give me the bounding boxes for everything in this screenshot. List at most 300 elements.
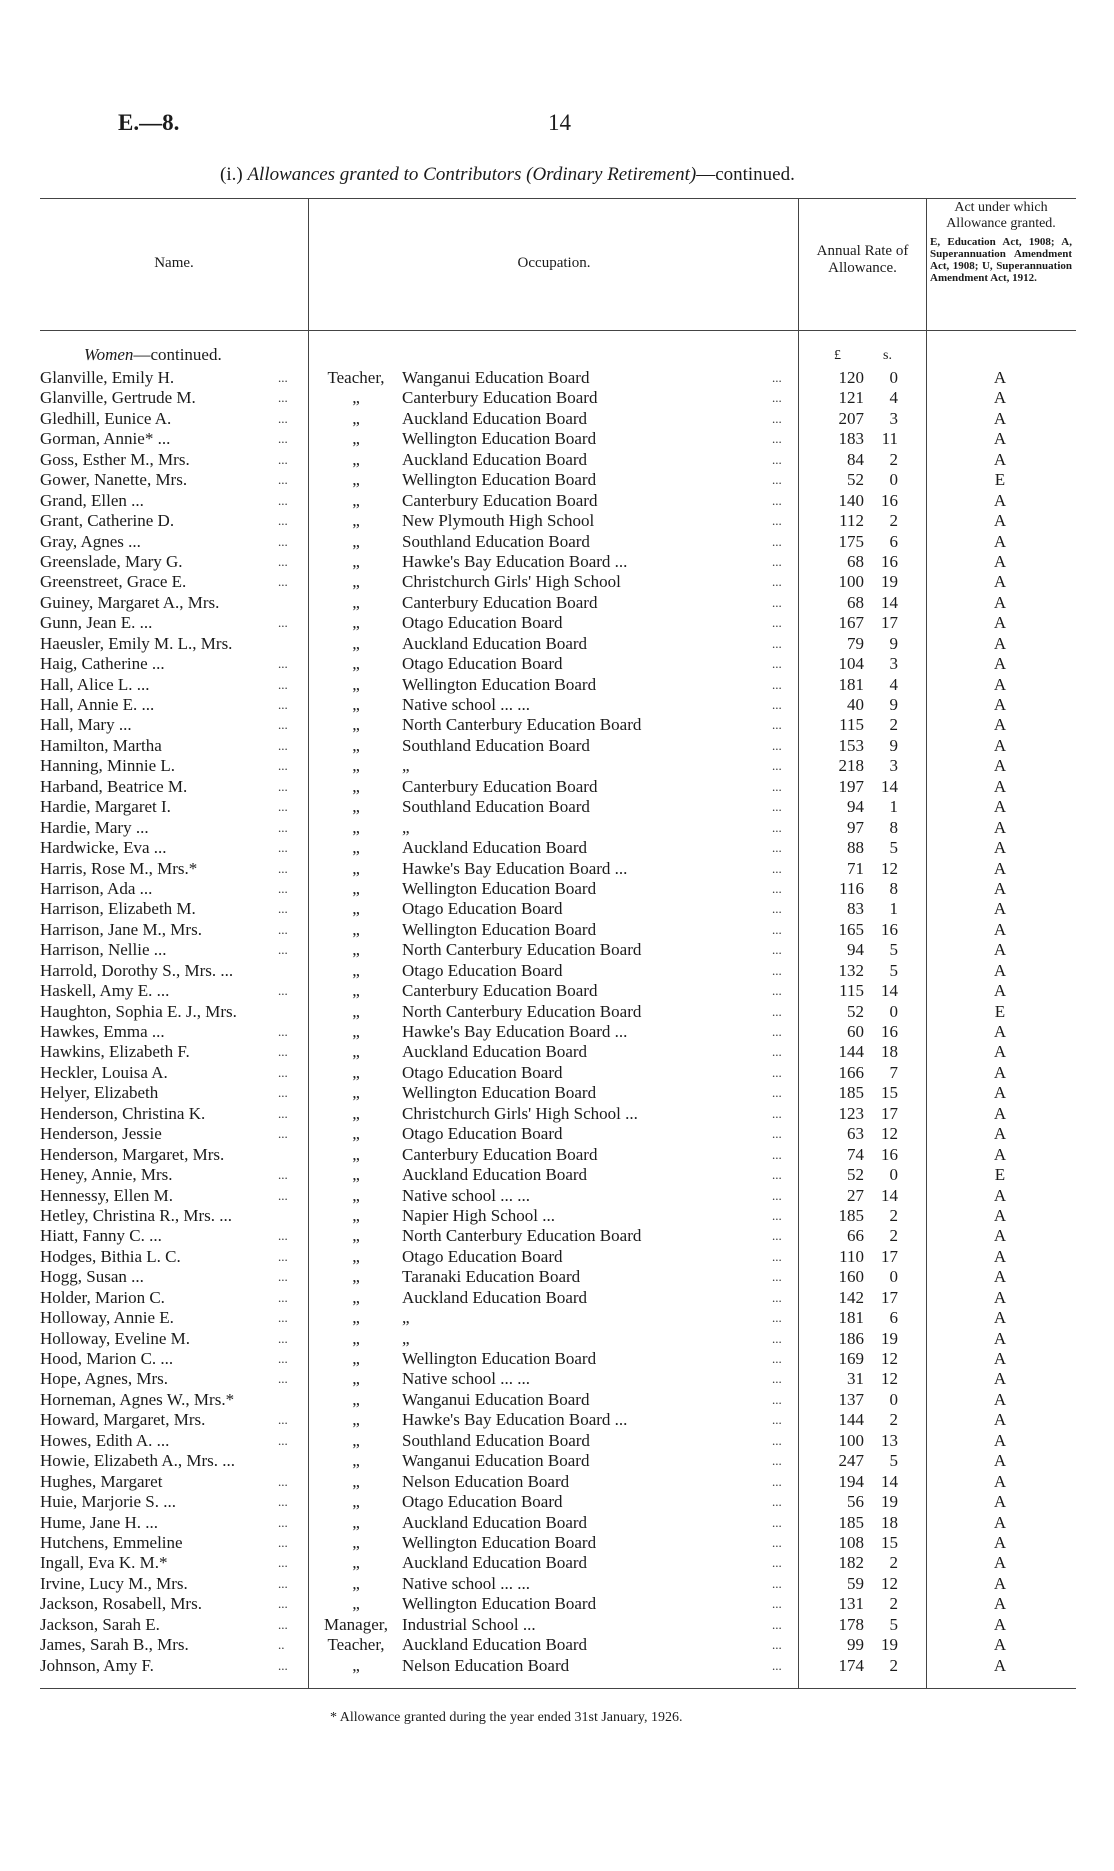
row-leader-dots: ... xyxy=(278,431,288,447)
row-pounds: 123 xyxy=(838,1103,864,1123)
row-leader-dots: ... xyxy=(278,799,288,815)
row-name: Hodges, Bithia L. C. xyxy=(40,1246,181,1266)
row-name: Grant, Catherine D. xyxy=(40,511,175,531)
row-occupation-prefix: „ xyxy=(352,858,360,878)
row-occupation-prefix: „ xyxy=(352,1205,360,1225)
row-occupation-prefix: „ xyxy=(352,674,360,694)
caption-suffix: —continued. xyxy=(696,164,795,185)
row-name: Gorman, Annie* ... xyxy=(40,429,171,449)
row-rate-leader-dots: ... xyxy=(772,1534,782,1550)
row-rate-leader-dots: ... xyxy=(772,1064,782,1080)
row-act-code: A xyxy=(993,1594,1007,1614)
row-rate-leader-dots: ... xyxy=(772,1269,782,1285)
row-occupation: Canterbury Education Board xyxy=(402,388,598,408)
row-leader-dots: .. xyxy=(278,1637,285,1653)
act-header-note: E, Education Act, 1908; A, Superannuation Amendment Act, 1908; U, Superannuation Amendment Act, 1912. xyxy=(930,236,1072,284)
row-occupation: „ xyxy=(402,817,410,837)
row-occupation: Canterbury Education Board xyxy=(402,490,598,510)
row-occupation-prefix: „ xyxy=(352,1553,360,1573)
row-shillings: 1 xyxy=(889,797,898,817)
row-shillings: 11 xyxy=(881,429,898,449)
row-name: Hume, Jane H. ... xyxy=(40,1512,159,1532)
table-bottom-rule xyxy=(40,1688,1076,1689)
row-rate-leader-dots: ... xyxy=(772,370,782,385)
row-pounds: 52 xyxy=(847,1001,864,1021)
row-rate-leader-dots: ... xyxy=(772,1473,782,1489)
row-pounds: 56 xyxy=(847,1492,864,1512)
row-pounds: 97 xyxy=(847,817,864,837)
table-row xyxy=(0,1226,1114,1246)
row-name: Hutchens, Emmeline xyxy=(40,1532,183,1552)
row-shillings: 19 xyxy=(881,1635,898,1655)
row-shillings: 0 xyxy=(889,1165,898,1185)
row-leader-dots: ... xyxy=(278,1269,288,1285)
row-name: Greenstreet, Grace E. xyxy=(40,572,187,592)
row-pounds: 110 xyxy=(839,1246,864,1266)
row-rate-leader-dots: ... xyxy=(772,1657,782,1673)
row-shillings: 12 xyxy=(881,1369,898,1389)
table-row xyxy=(0,818,1114,838)
row-shillings: 16 xyxy=(881,1144,898,1164)
row-act-code: A xyxy=(993,1205,1007,1225)
row-occupation-prefix: „ xyxy=(352,715,360,735)
row-rate-leader-dots: ... xyxy=(772,1167,782,1183)
row-rate-leader-dots: ... xyxy=(772,1248,782,1264)
table-top-rule xyxy=(40,198,1076,199)
row-name: Heckler, Louisa A. xyxy=(40,1062,168,1082)
row-shillings: 0 xyxy=(889,1389,898,1409)
row-occupation-prefix: „ xyxy=(352,756,360,776)
table-row xyxy=(0,797,1114,817)
column-header-name: Name. xyxy=(154,255,194,271)
page-number: 14 xyxy=(548,110,571,135)
row-shillings: 12 xyxy=(881,1573,898,1593)
row-occupation: Hawke's Bay Education Board ... xyxy=(402,551,628,571)
row-occupation: Auckland Education Board xyxy=(402,1553,588,1573)
row-name: Holloway, Annie E. xyxy=(40,1308,174,1328)
row-pounds: 100 xyxy=(838,572,864,592)
row-act-code: A xyxy=(993,1492,1007,1512)
row-rate-leader-dots: ... xyxy=(772,697,782,712)
row-rate-leader-dots: ... xyxy=(772,1391,782,1407)
row-act-code: A xyxy=(993,531,1007,551)
row-rate-leader-dots: ... xyxy=(772,451,782,467)
table-caption xyxy=(220,164,795,186)
row-occupation: „ xyxy=(402,756,410,776)
row-pounds: 144 xyxy=(838,1410,864,1430)
row-shillings: 2 xyxy=(889,511,898,531)
row-occupation-prefix: „ xyxy=(352,654,360,674)
row-shillings: 13 xyxy=(881,1430,898,1450)
row-occupation: Auckland Education Board xyxy=(402,408,588,428)
table-row xyxy=(0,1472,1114,1492)
row-pounds: 185 xyxy=(838,1512,864,1532)
row-occupation-prefix: „ xyxy=(352,838,360,858)
table-row xyxy=(0,1329,1114,1349)
row-occupation: Canterbury Education Board xyxy=(402,1144,598,1164)
row-leader-dots: ... xyxy=(278,778,288,794)
row-rate-leader-dots: ... xyxy=(772,1044,782,1060)
table-row xyxy=(0,715,1114,735)
row-pounds: 115 xyxy=(839,715,864,735)
row-act-code: A xyxy=(993,817,1007,837)
row-pounds: 94 xyxy=(847,940,864,960)
row-name: Hamilton, Martha xyxy=(40,735,162,755)
row-pounds: 31 xyxy=(847,1369,864,1389)
table-row xyxy=(0,634,1114,654)
row-act-code: A xyxy=(993,1042,1007,1062)
table-row xyxy=(0,777,1114,797)
row-rate-leader-dots: ... xyxy=(772,1003,782,1019)
row-occupation: Auckland Education Board xyxy=(402,838,588,858)
row-leader-dots: ... xyxy=(278,1289,288,1305)
row-rate-leader-dots: ... xyxy=(772,533,782,549)
row-shillings: 2 xyxy=(889,1655,898,1675)
row-occupation-prefix: „ xyxy=(352,531,360,551)
row-pounds: 181 xyxy=(838,1308,864,1328)
row-occupation-prefix: „ xyxy=(352,919,360,939)
row-act-code: A xyxy=(993,1389,1007,1409)
table-row xyxy=(0,409,1114,429)
row-pounds: 174 xyxy=(838,1655,864,1675)
row-occupation: Otago Education Board xyxy=(402,613,563,633)
table-row xyxy=(0,1124,1114,1144)
row-occupation-prefix: „ xyxy=(352,1042,360,1062)
table-row xyxy=(0,1390,1114,1410)
row-act-code: A xyxy=(993,1573,1007,1593)
table-row xyxy=(0,450,1114,470)
row-name: Hanning, Minnie L. xyxy=(40,756,176,776)
row-pounds: 183 xyxy=(838,429,864,449)
row-act-code: E xyxy=(994,1001,1006,1021)
row-act-code: A xyxy=(993,1103,1007,1123)
row-pounds: 185 xyxy=(838,1205,864,1225)
row-shillings: 0 xyxy=(889,1001,898,1021)
row-act-code: A xyxy=(993,797,1007,817)
table-row xyxy=(0,1002,1114,1022)
row-occupation: Nelson Education Board xyxy=(402,1655,570,1675)
row-shillings: 6 xyxy=(889,1308,898,1328)
row-shillings: 8 xyxy=(889,817,898,837)
row-leader-dots: ... xyxy=(278,615,288,631)
row-rate-leader-dots: ... xyxy=(772,472,782,488)
table-row xyxy=(0,1063,1114,1083)
row-occupation-prefix: „ xyxy=(352,1185,360,1205)
row-occupation: Hawke's Bay Education Board ... xyxy=(402,858,628,878)
row-act-code: A xyxy=(993,1287,1007,1307)
row-rate-leader-dots: ... xyxy=(772,1207,782,1223)
row-name: Hetley, Christina R., Mrs. ... xyxy=(40,1205,233,1225)
row-leader-dots: ... xyxy=(278,1351,288,1366)
row-name: Hall, Alice L. ... xyxy=(40,674,150,694)
row-shillings: 0 xyxy=(889,470,898,490)
row-pounds: 59 xyxy=(847,1573,864,1593)
row-leader-dots: ... xyxy=(278,860,288,876)
row-act-code: A xyxy=(993,1553,1007,1573)
row-name: Hennessy, Ellen M. xyxy=(40,1185,173,1205)
row-pounds: 99 xyxy=(847,1635,864,1655)
section-label xyxy=(84,345,222,365)
row-pounds: 27 xyxy=(847,1185,864,1205)
row-occupation-prefix: „ xyxy=(352,1532,360,1552)
row-pounds: 79 xyxy=(847,633,864,653)
row-occupation: Hawke's Bay Education Board ... xyxy=(402,1022,628,1041)
row-act-code: A xyxy=(993,981,1007,1001)
row-leader-dots: ... xyxy=(278,901,288,917)
row-shillings: 16 xyxy=(881,490,898,510)
row-pounds: 175 xyxy=(838,531,864,551)
caption-prefix: (i.) xyxy=(220,164,248,185)
row-leader-dots: ... xyxy=(278,472,288,488)
row-occupation-prefix: „ xyxy=(352,592,360,612)
row-shillings: 9 xyxy=(889,695,898,714)
row-shillings: 3 xyxy=(889,756,898,776)
row-occupation-prefix: „ xyxy=(352,1451,360,1471)
table-row xyxy=(0,613,1114,633)
row-pounds: 116 xyxy=(839,878,864,898)
row-rate-leader-dots: ... xyxy=(772,1105,782,1121)
table-row xyxy=(0,1083,1114,1103)
row-occupation-prefix: „ xyxy=(352,1226,360,1246)
row-name: Glanville, Gertrude M. xyxy=(40,388,196,408)
row-shillings: 2 xyxy=(889,1594,898,1614)
row-name: Helyer, Elizabeth xyxy=(40,1083,159,1103)
row-rate-leader-dots: ... xyxy=(772,737,782,753)
row-occupation-prefix: „ xyxy=(352,1165,360,1185)
table-row xyxy=(0,429,1114,449)
row-act-code: A xyxy=(993,1124,1007,1144)
row-shillings: 12 xyxy=(881,1349,898,1368)
row-shillings: 18 xyxy=(881,1042,898,1062)
row-shillings: 14 xyxy=(881,981,898,1001)
row-leader-dots: ... xyxy=(278,1044,288,1060)
caption-title: Allowances granted to Contributors (Ordinary Retirement) xyxy=(247,164,697,185)
row-name: Harrison, Nellie ... xyxy=(40,940,167,960)
row-pounds: 68 xyxy=(847,551,864,571)
row-shillings: 2 xyxy=(889,1410,898,1430)
row-occupation: Wanganui Education Board xyxy=(402,1389,590,1409)
row-act-code: A xyxy=(993,1185,1007,1205)
row-occupation-prefix: „ xyxy=(352,408,360,428)
row-act-code: A xyxy=(993,1083,1007,1103)
row-shillings: 17 xyxy=(881,613,898,633)
row-occupation-prefix: „ xyxy=(352,1124,360,1144)
row-leader-dots: ... xyxy=(278,1167,288,1183)
row-leader-dots: ... xyxy=(278,656,288,672)
row-shillings: 3 xyxy=(889,654,898,674)
row-rate-leader-dots: ... xyxy=(772,1228,782,1244)
row-act-code: A xyxy=(993,613,1007,633)
row-pounds: 137 xyxy=(838,1389,864,1409)
row-name: Haig, Catherine ... xyxy=(40,654,165,674)
row-name: Haskell, Amy E. ... xyxy=(40,981,170,1001)
row-occupation: Wellington Education Board xyxy=(402,674,597,694)
table-row xyxy=(0,1288,1114,1308)
row-occupation-prefix: „ xyxy=(352,1246,360,1266)
row-name: Hughes, Margaret xyxy=(40,1471,163,1491)
table-row xyxy=(0,736,1114,756)
row-pounds: 121 xyxy=(838,388,864,408)
row-pounds: 165 xyxy=(838,919,864,939)
row-occupation-prefix: „ xyxy=(352,960,360,980)
row-leader-dots: ... xyxy=(278,410,288,426)
row-rate-leader-dots: ... xyxy=(772,1412,782,1428)
row-occupation-prefix: „ xyxy=(352,1492,360,1512)
row-occupation: Wellington Education Board xyxy=(402,1083,597,1103)
row-leader-dots: ... xyxy=(278,1596,288,1612)
row-leader-dots: ... xyxy=(278,1330,288,1346)
row-occupation: Wellington Education Board xyxy=(402,429,597,449)
row-rate-leader-dots: ... xyxy=(772,676,782,692)
row-occupation: Auckland Education Board xyxy=(402,449,588,469)
row-occupation: Auckland Education Board xyxy=(402,1287,588,1307)
row-shillings: 2 xyxy=(889,1226,898,1246)
row-act-code: A xyxy=(993,695,1007,714)
table-row xyxy=(0,368,1114,388)
row-act-code: A xyxy=(993,940,1007,960)
row-rate-leader-dots: ... xyxy=(772,758,782,774)
row-pounds: 112 xyxy=(839,511,864,531)
row-shillings: 19 xyxy=(881,572,898,592)
row-occupation: Native school ... ... xyxy=(402,1185,530,1205)
row-occupation-prefix: „ xyxy=(352,797,360,817)
row-shillings: 0 xyxy=(889,368,898,387)
row-shillings: 5 xyxy=(889,838,898,858)
row-rate-leader-dots: ... xyxy=(772,860,782,876)
row-occupation-prefix: „ xyxy=(352,1573,360,1593)
row-occupation-prefix: „ xyxy=(352,1103,360,1123)
row-act-code: A xyxy=(993,756,1007,776)
row-pounds: 94 xyxy=(847,797,864,817)
row-occupation-prefix: „ xyxy=(352,388,360,408)
row-leader-dots: ... xyxy=(278,758,288,774)
row-name: Harrison, Jane M., Mrs. xyxy=(40,919,202,939)
table-row xyxy=(0,1206,1114,1226)
table-row xyxy=(0,756,1114,776)
row-rate-leader-dots: ... xyxy=(772,1514,782,1530)
row-leader-dots: ... xyxy=(278,513,288,529)
row-act-code: A xyxy=(993,776,1007,796)
row-leader-dots: ... xyxy=(278,533,288,549)
row-pounds: 207 xyxy=(838,408,864,428)
row-name: Gower, Nanette, Mrs. xyxy=(40,470,188,490)
row-pounds: 194 xyxy=(838,1471,864,1491)
row-name: Hardie, Margaret I. xyxy=(40,797,171,817)
row-occupation-prefix: „ xyxy=(352,878,360,898)
row-act-code: A xyxy=(993,511,1007,531)
pounds-unit: £ xyxy=(834,348,841,363)
row-name: Ingall, Eva K. M.* xyxy=(40,1553,168,1573)
row-shillings: 2 xyxy=(889,1205,898,1225)
row-occupation: Wellington Education Board xyxy=(402,470,597,490)
row-name: Howie, Elizabeth A., Mrs. ... xyxy=(40,1451,235,1471)
table-row xyxy=(0,1247,1114,1267)
row-rate-leader-dots: ... xyxy=(772,1575,782,1591)
row-occupation-prefix: „ xyxy=(352,899,360,919)
table-row xyxy=(0,859,1114,879)
row-occupation: Taranaki Education Board xyxy=(402,1267,581,1287)
table-row xyxy=(0,961,1114,981)
row-occupation-prefix: „ xyxy=(352,695,360,714)
row-pounds: 74 xyxy=(847,1144,864,1164)
row-rate-leader-dots: ... xyxy=(772,1494,782,1510)
row-leader-dots: ... xyxy=(278,1494,288,1510)
row-occupation: Southland Education Board xyxy=(402,797,590,817)
row-name: Hall, Annie E. ... xyxy=(40,695,155,714)
row-name: Hawkins, Elizabeth F. xyxy=(40,1042,190,1062)
row-act-code: A xyxy=(993,1655,1007,1675)
row-occupation-prefix: „ xyxy=(352,1308,360,1328)
row-pounds: 84 xyxy=(847,449,864,469)
row-occupation: Wellington Education Board xyxy=(402,878,597,898)
row-occupation: Otago Education Board xyxy=(402,1124,563,1144)
row-pounds: 178 xyxy=(838,1614,864,1634)
row-rate-leader-dots: ... xyxy=(772,1351,782,1366)
row-pounds: 60 xyxy=(847,1022,864,1041)
row-rate-leader-dots: ... xyxy=(772,410,782,426)
row-act-code: A xyxy=(993,1369,1007,1389)
table-row xyxy=(0,388,1114,408)
row-occupation-prefix: „ xyxy=(352,1001,360,1021)
row-occupation: Wellington Education Board xyxy=(402,919,597,939)
table-row xyxy=(0,1104,1114,1124)
row-occupation: Christchurch Girls' High School xyxy=(402,572,621,592)
row-pounds: 181 xyxy=(838,674,864,694)
row-occupation: Nelson Education Board xyxy=(402,1471,570,1491)
row-shillings: 5 xyxy=(889,1614,898,1634)
row-occupation: Auckland Education Board xyxy=(402,1512,588,1532)
row-leader-dots: ... xyxy=(278,1575,288,1591)
row-occupation-prefix: „ xyxy=(352,572,360,592)
row-occupation-prefix: „ xyxy=(352,633,360,653)
row-rate-leader-dots: ... xyxy=(772,717,782,733)
row-act-code: A xyxy=(993,1144,1007,1164)
row-leader-dots: ... xyxy=(278,1126,288,1142)
row-leader-dots: ... xyxy=(278,697,288,712)
shillings-unit: s. xyxy=(883,348,892,363)
row-occupation: Otago Education Board xyxy=(402,654,563,674)
row-occupation: North Canterbury Education Board xyxy=(402,1001,642,1021)
row-leader-dots: ... xyxy=(278,553,288,569)
row-name: Irvine, Lucy M., Mrs. xyxy=(40,1573,188,1593)
table-row xyxy=(0,532,1114,552)
row-occupation: Southland Education Board xyxy=(402,1430,590,1450)
row-rate-leader-dots: ... xyxy=(772,1187,782,1203)
row-shillings: 9 xyxy=(889,735,898,755)
row-shillings: 18 xyxy=(881,1512,898,1532)
row-rate-leader-dots: ... xyxy=(772,1616,782,1632)
row-rate-leader-dots: ... xyxy=(772,778,782,794)
row-act-code: A xyxy=(993,429,1007,449)
table-row xyxy=(0,491,1114,511)
row-pounds: 131 xyxy=(838,1594,864,1614)
row-occupation: Canterbury Education Board xyxy=(402,776,598,796)
row-act-code: A xyxy=(993,919,1007,939)
row-shillings: 19 xyxy=(881,1492,898,1512)
row-act-code: A xyxy=(993,1430,1007,1450)
row-leader-dots: ... xyxy=(278,1105,288,1121)
row-pounds: 88 xyxy=(847,838,864,858)
row-leader-dots: ... xyxy=(278,1616,288,1632)
row-shillings: 14 xyxy=(881,1471,898,1491)
row-act-code: A xyxy=(993,1349,1007,1368)
row-shillings: 6 xyxy=(889,531,898,551)
row-leader-dots: ... xyxy=(278,574,288,590)
row-act-code: A xyxy=(993,878,1007,898)
row-shillings: 14 xyxy=(881,1185,898,1205)
header-bottom-rule xyxy=(40,330,1076,331)
row-name: Henderson, Christina K. xyxy=(40,1103,206,1123)
